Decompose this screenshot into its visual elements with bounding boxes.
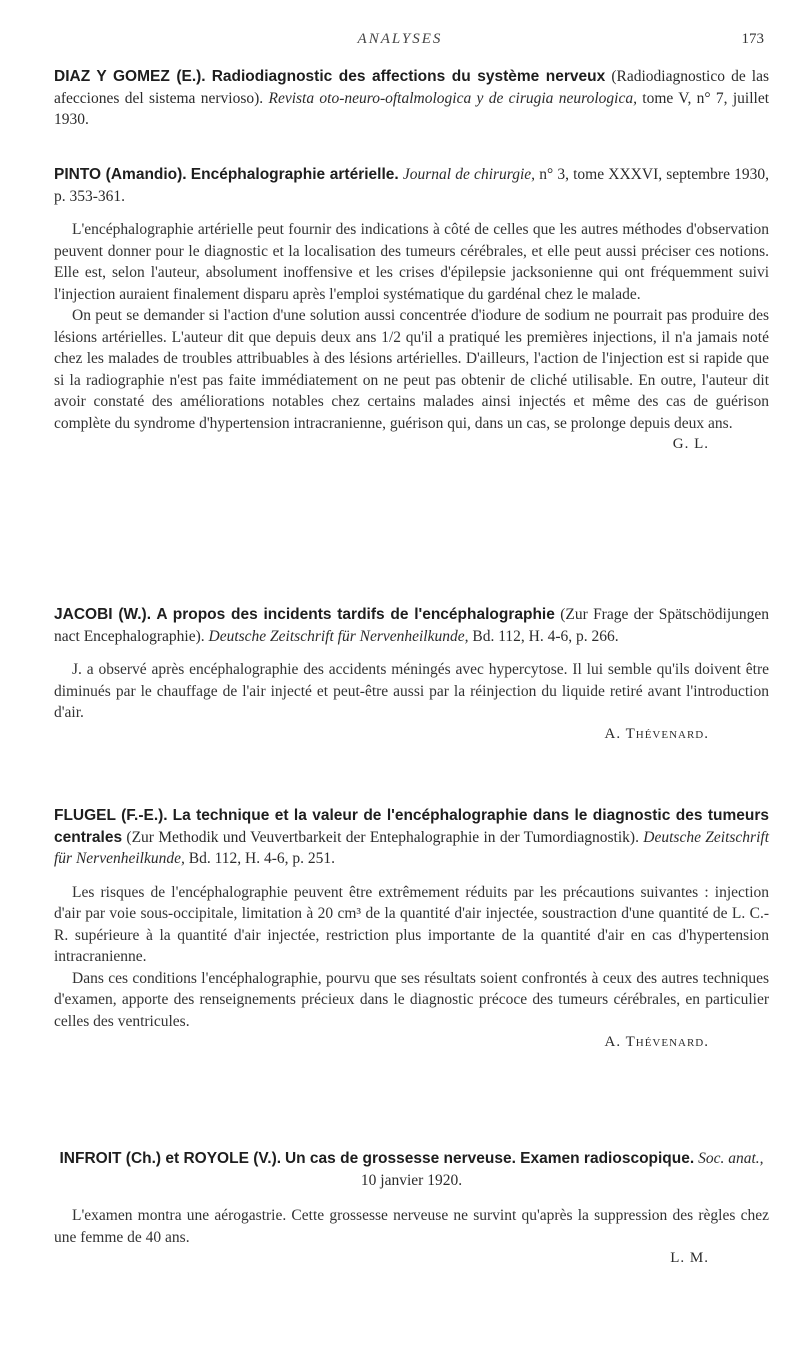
entry-paragraph: L'encéphalographie artérielle peut fournir des indications à côté de celles que les autres méthodes d'observation peuvent donner pour le diagnostic et la localisation des tumeurs cérébrales, et elle peut aussi préciser ces notions. Elle est, selon l'auteur, absolument inoffensive et les crises d'épilepsie jacksonienne qui ont fréquemment suivi l'injection auraient finalement disparu après l'emploi systématique du gardénal chez le malade. bbox=[54, 221, 769, 303]
entry-title: La technique et la valeur de l'encéphalographie dans le diagnostic des tumeurs centrales bbox=[54, 807, 770, 846]
entry-heading bbox=[54, 66, 769, 131]
entry-journal: Soc. anat., bbox=[698, 1150, 764, 1167]
entry-paragraph: L'examen montra une aérogastrie. Cette grossesse nerveuse ne survint qu'après la suppression des règles chez une femme de 40 ans. bbox=[54, 1207, 769, 1246]
entry-citation: n° 3, tome XXXVI, septembre 1930, p. 353-361. bbox=[54, 166, 770, 205]
entry-signature: G. L. bbox=[672, 436, 709, 452]
entry-heading bbox=[54, 164, 769, 207]
entry-heading bbox=[54, 805, 769, 870]
running-title: ANALYSES bbox=[357, 31, 443, 47]
review-entry-pinto bbox=[54, 164, 769, 455]
review-entry-flugel bbox=[54, 805, 769, 1053]
entry-citation: 10 janvier 1920. bbox=[360, 1171, 463, 1189]
entry-title: Un cas de grossesse nerveuse. Examen radioscopique. bbox=[284, 1150, 695, 1167]
entry-journal: Deutsche Zeitschrift für Nervenheilkunde, bbox=[208, 627, 469, 645]
review-entry-infroit-royole bbox=[54, 1148, 769, 1269]
entry-author: PINTO (Amandio). bbox=[54, 166, 187, 183]
entry-paragraph: Dans ces conditions l'encéphalographie, pourvu que ses résultats soient confrontés à ceux des autres techniques d'examen, apporte des renseignements précieux dans le diagnostic précoce des tumeurs cérébrales, en particulier celles des ventricules. bbox=[54, 969, 769, 1030]
entry-citation: tome V, n° 7, juillet 1930. bbox=[54, 89, 770, 128]
entry-journal: Revista oto-neuro-oftalmologica y de cirugia neurologica, bbox=[268, 89, 637, 107]
entry-heading bbox=[54, 604, 769, 647]
entry-heading bbox=[54, 1148, 769, 1191]
entry-citation: Bd. 112, H. 4-6, p. 251. bbox=[188, 850, 335, 867]
entry-paragraph: J. a observé après encéphalographie des accidents méningés avec hypercytose. Il lui semble qu'ils doivent être diminués par le chauffage de l'air injecté et peut-être aussi par la réinjection du liquide retiré avant l'introduction d'air. bbox=[54, 661, 769, 721]
entry-author: INFROIT (Ch.) et ROYOLE (V.). bbox=[59, 1150, 282, 1167]
page-number: 173 bbox=[741, 31, 764, 47]
review-entry-jacobi bbox=[54, 604, 769, 745]
entry-title: Radiodiagnostic des affections du système nerveux bbox=[211, 68, 606, 85]
entry-title: Encéphalographie artérielle. bbox=[190, 166, 399, 183]
entry-author: DIAZ Y GOMEZ (E.). bbox=[54, 68, 206, 85]
entry-signature: L. M. bbox=[670, 1250, 709, 1266]
entry-journal: Journal de chirurgie, bbox=[402, 166, 536, 183]
entry-paragraph: Les risques de l'encéphalographie peuvent être extrêmement réduits par les précautions suivantes : injection d'air par voie sous-occipitale, limitation à 20 cm³ de la quantité d'air injectée, soustraction d'une quantité de L. C.-R. supérieure à la quantité d'air injectée, restriction plus importante de la quantité d'air en cas d'hypertension intracranienne. bbox=[54, 883, 769, 965]
entry-paragraph: On peut se demander si l'action d'une solution aussi concentrée d'iodure de sodium ne pourrait pas produire des lésions artérielles. L'auteur dit que depuis deux ans 1/2 qu'il a pratiqué les premières injections, il n'a jamais noté chez les malades de troubles attribuables à des lésions artérielles. D'ailleurs, l'action de l'injection est si rapide que si la radiographie n'est pas faite immédiatement on ne peut pas obtenir de cliché utilisable. En outre, l'auteur dit avoir constaté des améliorations notables chez certains malades ainsi injectés et même des cas de guérison complète du syndrome d'hypertension intracranienne, guérison qui, dans un cas, se prolonge depuis deux ans. bbox=[54, 307, 769, 432]
entry-original-title: (Zur Frage der Spätschödijungen nact Encephalographie). bbox=[54, 606, 770, 645]
entry-signature: A. Thévenard. bbox=[604, 725, 709, 742]
review-entry-diaz-y-gomez bbox=[54, 66, 769, 131]
entry-author: JACOBI (W.). bbox=[54, 606, 152, 623]
entry-signature: A. Thévenard. bbox=[604, 1034, 709, 1050]
entry-author: FLUGEL (F.-E.). bbox=[54, 807, 168, 824]
entry-journal: Deutsche Zeitschrift für Nervenheilkunde, bbox=[54, 828, 770, 867]
entry-original-title: (Zur Methodik und Veuvertbarkeit der Entephalographie in der Tumordiagnostik). bbox=[126, 828, 639, 846]
entry-original-title: (Radiodiagnostico de las afecciones del sistema nervioso). bbox=[54, 68, 770, 107]
entry-citation: Bd. 112, H. 4-6, p. 266. bbox=[472, 627, 619, 645]
entry-title: A propos des incidents tardifs de l'encéphalographie bbox=[156, 606, 555, 623]
